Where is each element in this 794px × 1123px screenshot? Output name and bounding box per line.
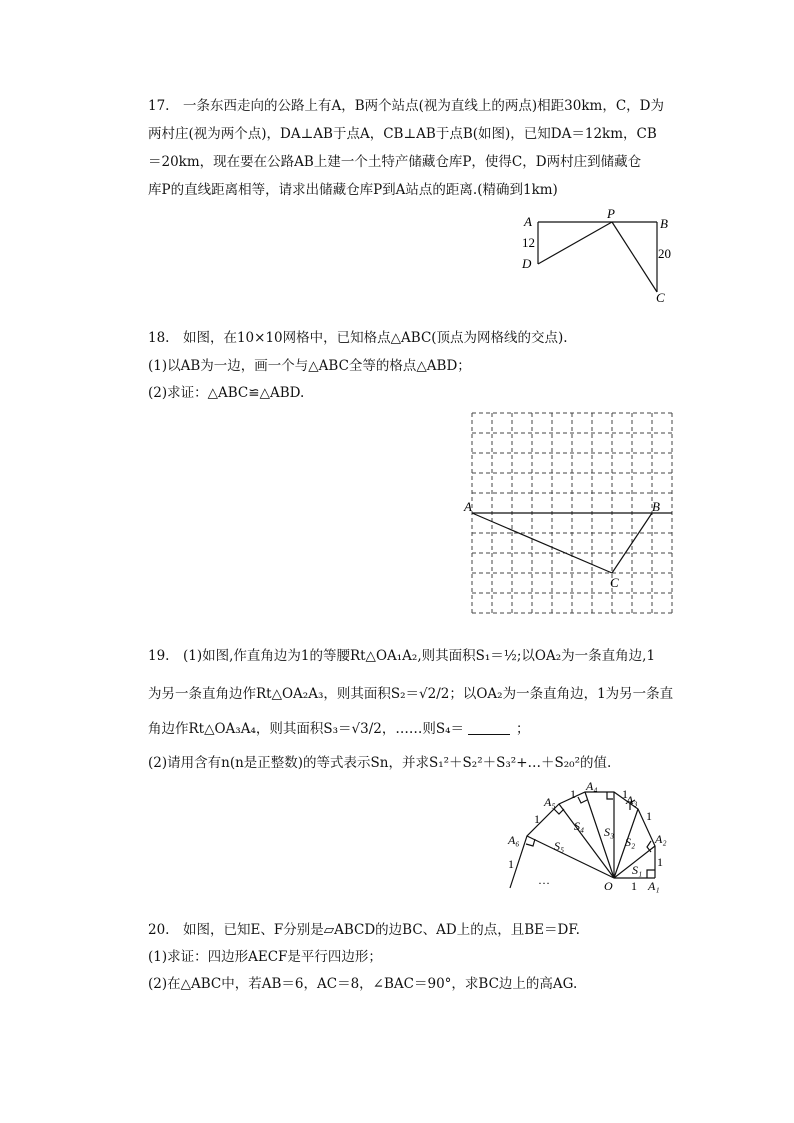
q19-label-s4: S₄ bbox=[574, 819, 585, 833]
q18-grid-figure bbox=[466, 408, 676, 618]
q19-side-1-a4a5: 1 bbox=[570, 787, 576, 801]
q19-line-3-text: 角边作Rt△OA₃A₄，则其面积S₃＝√3/2，……则S₄＝ bbox=[148, 721, 465, 737]
q19-line-2: 为另一条直角边作Rt△OA₂A₃，则其面积S₂＝√2/2；以OA₂为一条直角边，1为另一条直 bbox=[148, 686, 674, 702]
q17-line-4: 库P的直线距离相等，请求出储藏仓库P到A站点的距离.(精确到1km) bbox=[148, 182, 558, 198]
q17-line-2: 两村庄(视为两个点)，DA⊥AB于点A，CB⊥AB于点B(如图)，已知DA＝12km，CB bbox=[148, 126, 657, 142]
q17-label-d: D bbox=[522, 256, 532, 271]
q17-label-b: B bbox=[660, 216, 668, 231]
q19-line-3 bbox=[148, 719, 530, 739]
q19-spiral-figure bbox=[500, 778, 680, 898]
q17-length-da: 12 bbox=[522, 235, 535, 250]
q19-line-3-end: ； bbox=[516, 721, 530, 737]
q19-label-a2: A₂ bbox=[655, 832, 667, 846]
q19-label-a4: A₄ bbox=[586, 779, 598, 793]
q19-line-4: (2)请用含有n(n是正整数)的等式表示Sn，并求S₁²＋S₂²＋S₃²+…＋S₂₀²的值. bbox=[148, 755, 612, 771]
q19-label-a6: A₆ bbox=[508, 833, 520, 847]
q19-label-a5: A₅ bbox=[544, 795, 556, 809]
q19-side-1-a3a4: 1 bbox=[622, 787, 628, 801]
q17-label-a: A bbox=[524, 214, 532, 229]
q19-line-1: 19. (1)如图,作直角边为1的等腰Rt△OA₁A₂,则其面积S₁＝½;以OA₂为一条直角边,1 bbox=[148, 648, 656, 664]
q17-label-p: P bbox=[607, 206, 615, 221]
q17-line-3: ＝20km，现在要在公路AB上建一个土特产储藏仓库P，使得C，D两村庄到储藏仓 bbox=[148, 154, 642, 170]
q19-label-o: O bbox=[604, 879, 613, 893]
q20-line-2: (1)求证：四边形AECF是平行四边形； bbox=[148, 949, 382, 965]
q19-side-1-a5a6: 1 bbox=[534, 812, 540, 826]
q19-label-a3: A₃ bbox=[626, 793, 638, 807]
q19-label-s3: S₃ bbox=[604, 825, 615, 839]
q17-length-cb: 20 bbox=[658, 246, 671, 261]
q19-side-1-a6: 1 bbox=[508, 857, 514, 871]
q19-label-a1: A₁ bbox=[648, 879, 660, 893]
q19-label-s5: S₅ bbox=[554, 839, 565, 853]
q19-label-s1: S₁ bbox=[632, 863, 643, 877]
q17-label-c: C bbox=[656, 290, 665, 305]
q19-label-s2: S₂ bbox=[625, 835, 636, 849]
q17-figure bbox=[510, 206, 680, 305]
q17-line-1: 17. 一条东西走向的公路上有A，B两个站点(视为直线上的两点)相距30km，C，D为 bbox=[148, 98, 664, 114]
q20-line-1: 20. 如图，已知E、F分别是▱ABCD的边BC、AD上的点，且BE＝DF. bbox=[148, 922, 580, 938]
q19-side-1-a2a3: 1 bbox=[646, 809, 652, 823]
q18-label-a: A bbox=[464, 499, 472, 514]
q18-label-b: B bbox=[652, 499, 660, 514]
q19-ellipsis: … bbox=[538, 873, 550, 887]
q19-side-1-right: 1 bbox=[657, 855, 663, 869]
q18-line-3: (2)求证：△ABC≌△ABD. bbox=[148, 385, 305, 401]
q18-line-2: (1)以AB为一边，画一个与△ABC全等的格点△ABD； bbox=[148, 358, 471, 374]
q18-line-1: 18. 如图，在10×10网格中，已知格点△ABC(顶点为网格线的交点). bbox=[148, 330, 568, 346]
q20-line-3: (2)在△ABC中，若AB＝6，AC＝8，∠BAC＝90°，求BC边上的高AG. bbox=[148, 976, 578, 992]
q19-side-1-bottom: 1 bbox=[631, 879, 637, 893]
q18-label-c: C bbox=[610, 575, 619, 590]
answer-blank[interactable] bbox=[468, 720, 510, 735]
